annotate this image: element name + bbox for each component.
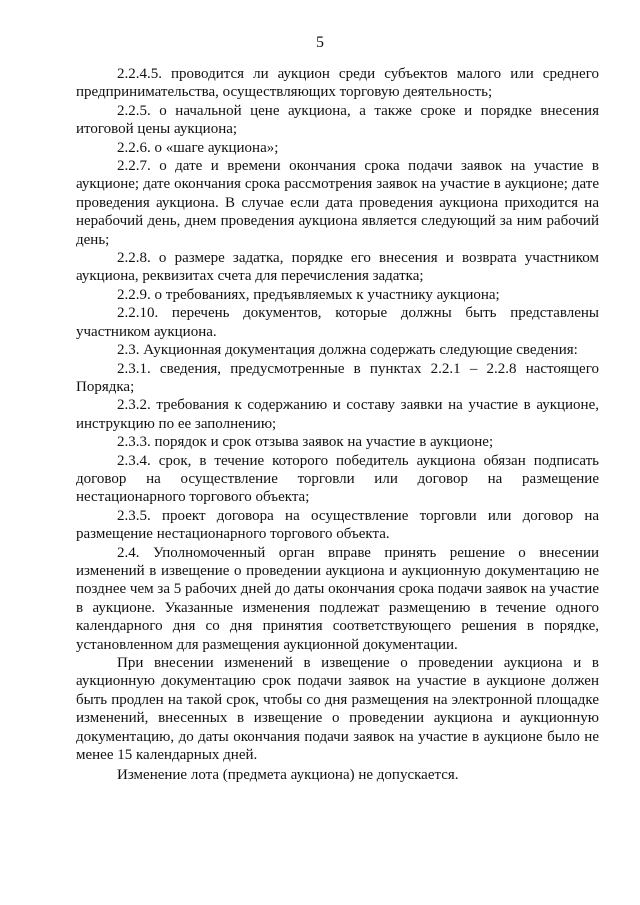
paragraph-lot-change: Изменение лота (предмета аукциона) не допускается. [117, 767, 459, 784]
paragraph-2-2-7: 2.2.7. о дате и времени окончания срока подачи заявок на участие в аукционе; дате окончания срока рассмотрения заявок на участие в аукционе; дате проведения аукциона. В случае если дата проведения аукциона приходится на нерабочий день, днем проведения аукциона является следующий за ним рабочий день; [76, 158, 599, 248]
paragraph-2-3-1: 2.3.1. сведения, предусмотренные в пунктах 2.2.1 – 2.2.8 настоящего Порядка; [76, 360, 599, 395]
paragraph-2-2-5: 2.2.5. о начальной цене аукциона, а также сроке и порядке внесения итоговой цены аукциона; [76, 102, 599, 138]
paragraph-2-2-10: 2.2.10. перечень документов, которые должны быть представлены участником аукциона. [76, 305, 599, 340]
paragraph-2-3-4: 2.3.4. срок, в течение которого победитель аукциона обязан подписать договор на осуществление торговли или договор на размещение нестационарного торгового объекта; [76, 452, 599, 506]
paragraph-2-4: 2.4. Уполномоченный орган вправе принять решение о внесении изменений в извещение о проведении аукциона и аукционную документацию не позднее чем за 5 рабочих дней до даты окончания срока подачи заявок на участие в аукционе. Указанные изменения подлежат размещению в течение одного календарного дня со дня принятия соответствующего решения в порядке, установленном для размещения аукционной документации. [76, 544, 599, 653]
paragraph-2-2-6: 2.2.6. о «шаге аукциона»; [117, 139, 279, 156]
document-body [76, 65, 599, 785]
page-number: 5 [316, 34, 324, 51]
paragraph-2-2-8: 2.2.8. о размере задатка, порядке его внесения и возврата участником аукциона, реквизитах счета для перечисления задатка; [76, 250, 599, 285]
paragraph-2-3: 2.3. Аукционная документация должна содержать следующие сведения: [117, 342, 578, 359]
paragraph-changes-deadline: При внесении изменений в извещение о проведении аукциона и в аукционную документацию срок подачи заявок на участие в аукционе должен быть продлен на такой срок, чтобы со дня размещения на электронной площадке изменений, внесенных в извещение о проведении аукциона и аукционную документацию, до даты окончания подачи заявок на участие в аукционе было не менее 15 календарных дней. [76, 655, 599, 764]
paragraph-2-3-3: 2.3.3. порядок и срок отзыва заявок на участие в аукционе; [117, 434, 494, 451]
paragraph-2-3-2: 2.3.2. требования к содержанию и составу заявки на участие в аукционе, инструкцию по ее заполнению; [76, 397, 599, 432]
paragraph-2-2-9: 2.2.9. о требованиях, предъявляемых к участнику аукциона; [117, 286, 500, 303]
paragraph-2-2-4-5: 2.2.4.5. проводится ли аукцион среди субъектов малого или среднего предпринимательства, осуществляющих торговую деятельность; [76, 66, 599, 101]
paragraph-2-3-5: 2.3.5. проект договора на осуществление торговли или договор на размещение нестационарного торгового объекта. [76, 507, 599, 543]
